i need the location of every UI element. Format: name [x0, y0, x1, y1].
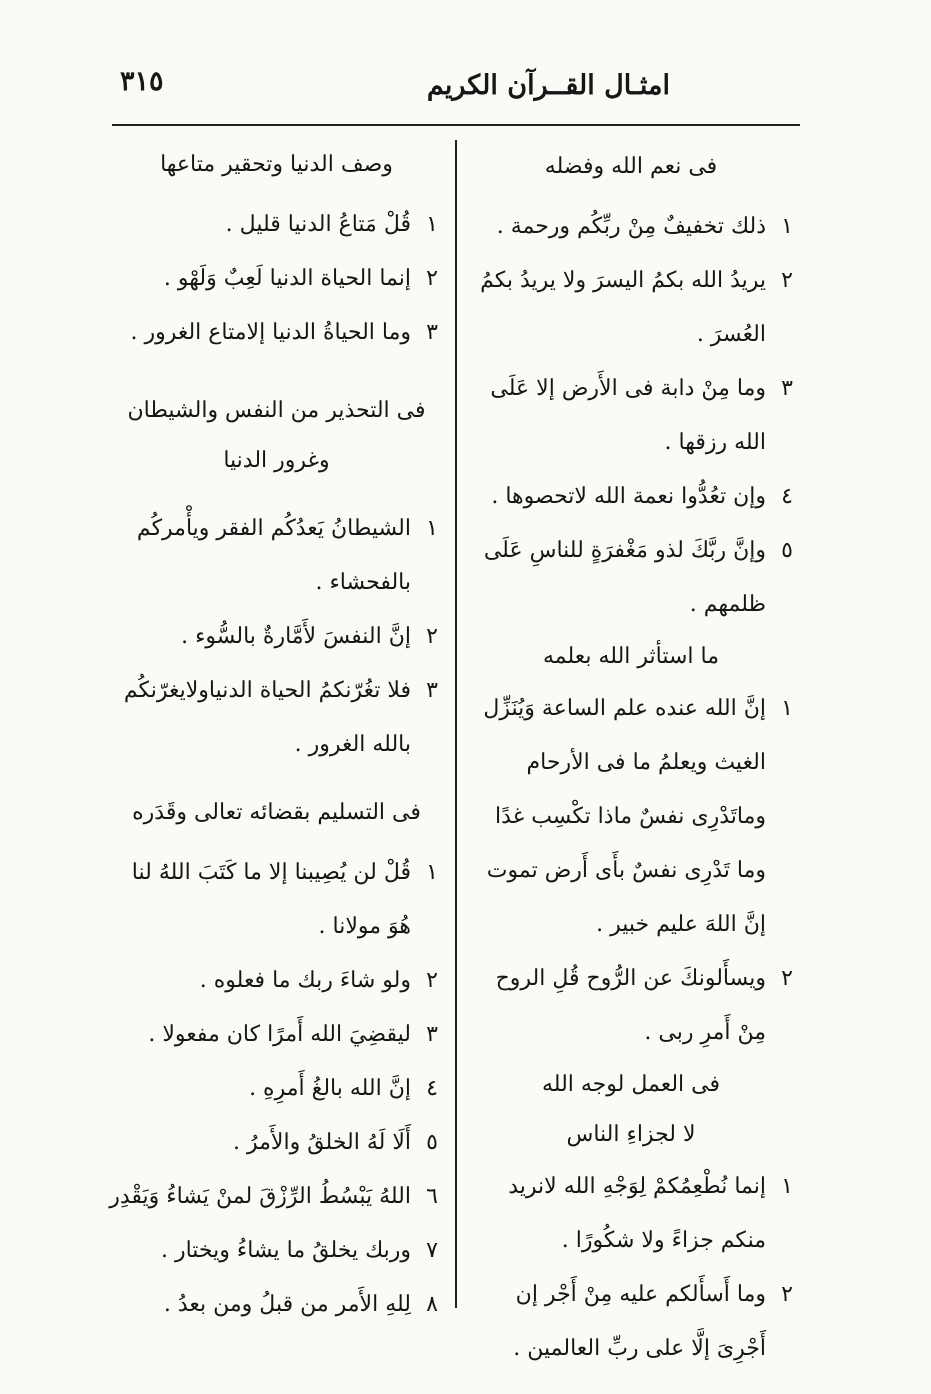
verse-item	[462, 254, 800, 362]
verse-item	[462, 1268, 800, 1376]
verse-text: قُلْ لن يُصِيبنا إلا ما كَتَبَ اللهُ لنا هُوَ مولانا .	[131, 860, 411, 939]
verse-text: لِلهِ الأَمر من قبلُ ومن بعدُ .	[163, 1292, 411, 1317]
verse-number: ٥	[781, 538, 793, 563]
verse-number: ٦	[426, 1184, 438, 1209]
verse-text: ولو شاءَ ربك ما فعلوه .	[199, 968, 411, 993]
verse-text: إنما نُطْعِمُكمْ لِوَجْهِ الله لانريد منكم جزاءً ولا شكُورًا .	[508, 1174, 766, 1253]
section-heading-line2: لا لجزاءِ الناس	[566, 1122, 696, 1147]
verse-item	[108, 1278, 445, 1332]
verse-item	[108, 1224, 445, 1278]
verse-number: ١	[426, 860, 438, 885]
verse-item	[108, 502, 445, 610]
section-heading: ما استأثر الله بعلمه	[542, 644, 720, 669]
book-title: امثـال القــرآن الكريم	[426, 70, 670, 101]
verse-item	[108, 610, 445, 664]
verse-text: فلا تغُرّنكمُ الحياة الدنياولايغرّنكُم بالله الغرور .	[123, 678, 411, 757]
verse-number: ٣	[781, 376, 793, 401]
verse-number: ١	[426, 516, 438, 541]
verse-number: ٤	[426, 1076, 438, 1101]
verse-number: ١	[426, 212, 438, 237]
verse-item	[108, 252, 445, 306]
verse-item	[108, 306, 445, 360]
verse-item	[462, 470, 800, 524]
verse-text: ذلك تخفيفٌ مِنْ ربِّكُم ورحمة .	[496, 214, 766, 239]
verse-text: الشيطانُ يَعدُكُم الفقر ويأْمركُم بالفحشاء .	[136, 516, 411, 595]
verse-text: وربك يخلقُ ما يشاءُ ويختار .	[160, 1238, 411, 1263]
right-column	[462, 140, 800, 1376]
verse-number: ٢	[426, 624, 438, 649]
verse-item	[108, 1170, 445, 1224]
verse-number: ٨	[426, 1292, 438, 1317]
verse-text: وإنَّ ربَّكَ لذو مَغْفرَةٍ للناسِ عَلَى ظلمهم .	[483, 538, 766, 617]
verse-number: ٧	[426, 1238, 438, 1263]
verse-item	[108, 846, 445, 954]
section-heading: فى التحذير من النفس والشيطان	[127, 398, 426, 423]
verse-number: ٢	[781, 1282, 793, 1307]
header-rule	[112, 124, 800, 126]
verse-item	[462, 200, 800, 254]
verse-number: ٢	[426, 968, 438, 993]
section-heading: فى التسليم بقضائه تعالى وقَدَره	[132, 800, 421, 825]
verse-text: وما الحياةُ الدنيا إلامتاع الغرور .	[130, 320, 411, 345]
verse-text: وإن تعُدُّوا نعمة الله لاتحصوها .	[491, 484, 766, 509]
section-heading-line2: وغرور الدنيا	[223, 448, 330, 473]
verse-text: وما مِنْ دابة فى الأَرض إلا عَلَى الله رزقها .	[490, 376, 766, 455]
verse-item	[462, 1160, 800, 1268]
verse-number: ٢	[426, 266, 438, 291]
verse-number: ١	[781, 214, 793, 239]
verse-item	[108, 1116, 445, 1170]
section-heading: فى العمل لوجه الله	[542, 1072, 720, 1097]
verse-number: ٣	[426, 320, 438, 345]
left-column	[108, 140, 445, 1332]
verse-item	[462, 952, 800, 1060]
verse-item	[462, 362, 800, 470]
verse-number: ٢	[781, 268, 793, 293]
verse-text: إنَّ النفسَ لأَمَّارةٌ بالسُّوء .	[181, 624, 411, 649]
verse-number: ٥	[426, 1130, 438, 1155]
verse-text: ليقضِيَ الله أَمرًا كان مفعولا .	[148, 1022, 411, 1047]
verse-text: قُلْ مَتاعُ الدنيا قليل .	[225, 212, 411, 237]
page-header	[110, 60, 800, 116]
verse-text: يريدُ الله بكمُ اليسرَ ولا يريدُ بكمُ العُسرَ .	[480, 268, 766, 347]
verse-text: أَلَا لَهُ الخلقُ والأَمرُ .	[233, 1130, 411, 1155]
verse-number: ٢	[781, 966, 793, 991]
verse-item	[108, 1008, 445, 1062]
verse-number: ١	[781, 696, 793, 721]
verse-number: ٣	[426, 1022, 438, 1047]
verse-item	[462, 682, 800, 952]
verse-number: ١	[781, 1174, 793, 1199]
verse-item	[108, 954, 445, 1008]
column-divider	[455, 140, 457, 1308]
section-heading: وصف الدنيا وتحقير متاعها	[160, 152, 393, 177]
verse-number: ٤	[781, 484, 793, 509]
verse-item	[462, 524, 800, 632]
verse-item	[108, 664, 445, 772]
verse-text: إنَّ الله بالغُ أَمرِهِ .	[249, 1076, 411, 1101]
page-number: ٣١٥	[120, 66, 164, 97]
section-heading: فى نعم الله وفضله	[544, 154, 718, 179]
verse-text: وما أَسأَلكم عليه مِنْ أَجْر إن أَجْرِىَ إلَّا على ربِّ العالمين .	[513, 1282, 766, 1361]
verse-text: اللهُ يَبْسُطُ الرِّزْقَ لمنْ يَشاءُ وَيَقْدِر	[109, 1184, 411, 1209]
verse-text: ويسأَلونكَ عن الرُّوح قُلِ الروح مِنْ أَمرِ ربى .	[495, 966, 766, 1045]
verse-item	[108, 198, 445, 252]
verse-item	[108, 1062, 445, 1116]
verse-number: ٣	[426, 678, 438, 703]
verse-text: إنما الحياة الدنيا لَعِبٌ وَلَهْو .	[163, 266, 411, 291]
verse-text: إنَّ الله عنده علم الساعة وَيُنَزِّل الغيث ويعلمُ ما فى الأرحام وماتَدْرِى نفسٌ ماذا تكْسِب غدًا وما تَدْرِى نفسٌ بأَى أَرض تموت إنَّ اللهَ عليم خبير .	[483, 696, 766, 937]
